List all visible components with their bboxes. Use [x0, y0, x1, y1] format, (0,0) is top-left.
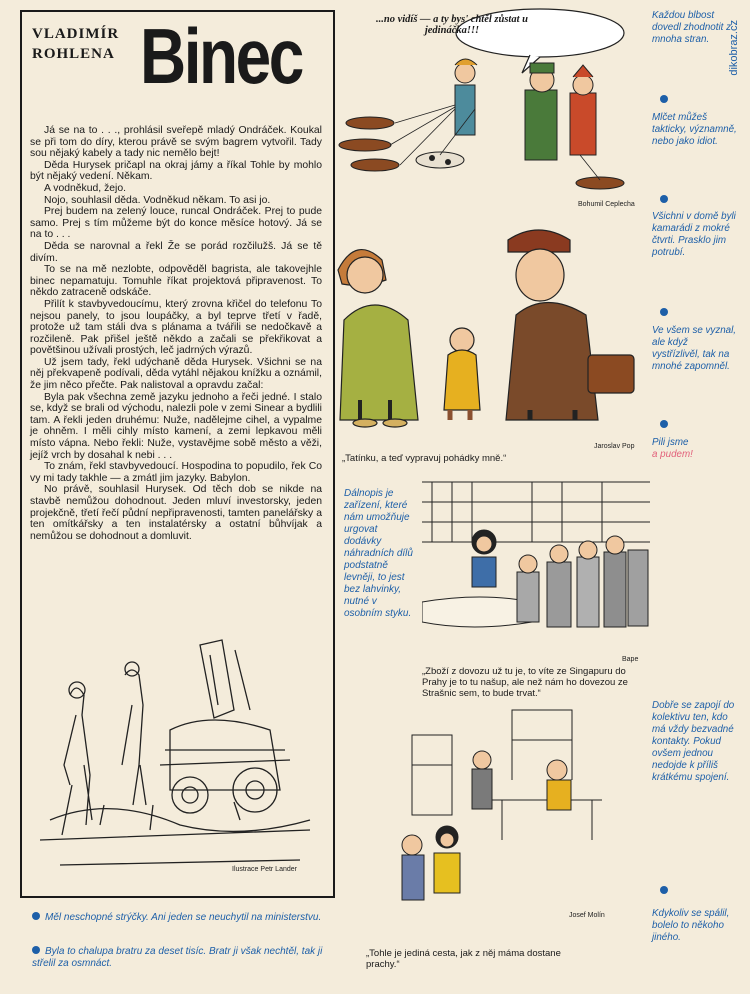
- story-paragraph: To se na mě nezlobte, odpověděl bagrista, ale takovejhle binec nepamatuju. Tomuhle říkat projektová připravenost. To někdo zatraceně odskáče.: [30, 264, 322, 299]
- bottom-note-text: Měl neschopné strýčky. Ani jeden se neuchytil na ministerstvu.: [45, 912, 322, 923]
- story-illustration: [40, 635, 320, 880]
- bottom-note-text: Byla to chalupa bratru za deset tisíc. Bratr ji však nechtěl, tak ji střelil za osmnáct.: [32, 946, 323, 969]
- cartoon-family: [330, 215, 650, 435]
- cartoon-credit: Jaroslav Pop: [594, 443, 635, 450]
- story-paragraph: Nojo, souhlasil děda. Vodněkud někam. To asi jo.: [44, 194, 271, 206]
- bullet-dot: [660, 95, 668, 103]
- cartoon-credit: Bohumil Ceplecha: [578, 201, 635, 208]
- side-note: Mlčet můžeš takticky, významně, nebo jako idiot.: [652, 112, 737, 147]
- story-paragraph: Prej budem na zelený louce, runcal Ondráček. Prej to pude samo. Prej s tím můžeme být do konce měsíce hotový. Já se na to . . .: [30, 206, 322, 241]
- bullet-dot: [660, 420, 668, 428]
- story-paragraph: Byla pak všechna země jazyku jednoho a řeči jedné. I stalo se, když se brali od východu, nalezli pole v zemi Sinear a bydlili tam. A řekli jeden druhému: Nuže, nadělejme cihel, a vypalme je ohněm. I měli cihly místo kamení, a zemi lepkavou měli místo vápna. Nebo řekli: Nuže, vystavějme sobě město a věži, jejíž vrch by dosahal k nebi . . .: [30, 391, 322, 461]
- story-paragraph: Já se na to . . ., prohlásil sveřepě mladý Ondráček. Koukal se při tom do díry, kterou právě se svým bagrem vytvořil. Tady sou nějaký kabely a tady nic nemělo bejt!: [30, 125, 322, 160]
- story-paragraph: A vodněkud, žejo.: [44, 182, 127, 194]
- bullet-dot: [660, 195, 668, 203]
- side-note: Ve všem se vyznal, ale když vystřízlivěl, tak na mnohé zapomněl.: [652, 325, 737, 372]
- bottom-note: [32, 946, 332, 970]
- side-note: Dobře se zapojí do kolektivu ten, kdo má vždy bezvadné kontakty. Pokud ovšem jednou nedojde k příliš krátkému spojení.: [652, 700, 735, 783]
- cartoon-credit: Josef Molín: [569, 912, 605, 919]
- illustration-credit: Ilustrace Petr Lander: [232, 866, 297, 873]
- side-note: Všichni v domě byli kamarádi z mokré čtvrti. Prasklo jim potrubí.: [652, 211, 736, 258]
- middle-note: Dálnopis je zařízení, které nám umožňuje urgovat dodávky náhradních dílů podstatně levněji, to jest bez lahvinky, nutné v osobním styku.: [344, 488, 413, 619]
- cartoon-caption: „Zboží z dovozu už tu je, to víte ze Singapuru do Prahy je to tu našup, ale než nám ho dovezou ze Strašnic sem, to bude trvat.“: [422, 666, 628, 699]
- bullet-dot: [660, 308, 668, 316]
- cartoon-credit: Bape: [622, 656, 639, 663]
- story-paragraph: Děda Hurysek pričapl na okraj jámy a říkal Tohle by mohlo být nějaký vedení. Někam.: [30, 159, 322, 183]
- bullet-dot: [32, 946, 40, 954]
- side-note-line: a pudem!: [652, 449, 693, 460]
- story-paragraph: Děda se narovnal a řekl Že se porád rozčilužš. Já se tě divím.: [30, 240, 322, 264]
- watermark: dikobraz.cz: [728, 20, 740, 76]
- side-note: Kdykoliv se spálil, bolelo to někoho jiného.: [652, 908, 730, 943]
- story-paragraph: Už jsem tady, řekl udýchaně děda Hurysek. Všichni se na něj překvapeně podívali, děda vytáhl nějakou knížku a oznámil, že jim něco přečte. Pak nalistoval a opravdu začal:: [30, 356, 322, 392]
- story-paragraph: To znám, řekl stavbyvedoucí. Hospodina to popudilo, řek Co vy mi tady takhle — a zmátl jim jazyky. Babylon.: [30, 461, 322, 484]
- cartoon-speech-bubble: ...no vidíš — a ty bys' chtěl zůstat u jedináčka!!!: [376, 14, 528, 36]
- cartoon-caption: „Tohle je jediná cesta, jak z něj máma dostane prachy.“: [366, 948, 561, 970]
- story-paragraph: Přilít k stavbyvedoucímu, který zrovna křičel do telefonu To nejsou panely, to jsou loupáčky, a byl teprve třetí v řadě, protože už tam stáli dva s plánama a tvářili se nedočkavě a rozčileně. Pak přišel ještě někdo a začali se překřikovat a povětšinou užívali prostých, leč jadrných výrazů.: [30, 298, 322, 357]
- cartoon-caption: „Tatínku, a teď vypravuj pohádky mně.“: [342, 453, 507, 464]
- story-body: [30, 125, 322, 542]
- side-note: [652, 437, 738, 461]
- side-note-line: Pili jsme: [652, 437, 689, 448]
- bullet-dot: [660, 886, 668, 894]
- story-title: Binec: [140, 12, 302, 100]
- author-first-name: VLADIMÍR: [32, 26, 120, 42]
- cartoon-kitchen: [372, 705, 622, 915]
- story-paragraph: No právě, souhlasil Hurysek. Od těch dob se nikde na stavbě nemůžou dohodnout. Jeden mluví investorsky, jeden projekčně, třetí řečí půdní nepřipravenosti, tamten panelářsky a ten omítkářsky a ten instalatérsky a ostatní bůhvíjak a nemůžou se dohodnout a domluvit.: [30, 484, 322, 542]
- bottom-note: [32, 912, 332, 924]
- bullet-dot: [32, 912, 40, 920]
- cartoon-shop-queue: [422, 472, 650, 652]
- side-note: Každou blbost dovedl zhodnotit z mnoha stran.: [652, 10, 731, 45]
- author-last-name: ROHLENA: [32, 46, 115, 62]
- story-author: [32, 24, 119, 64]
